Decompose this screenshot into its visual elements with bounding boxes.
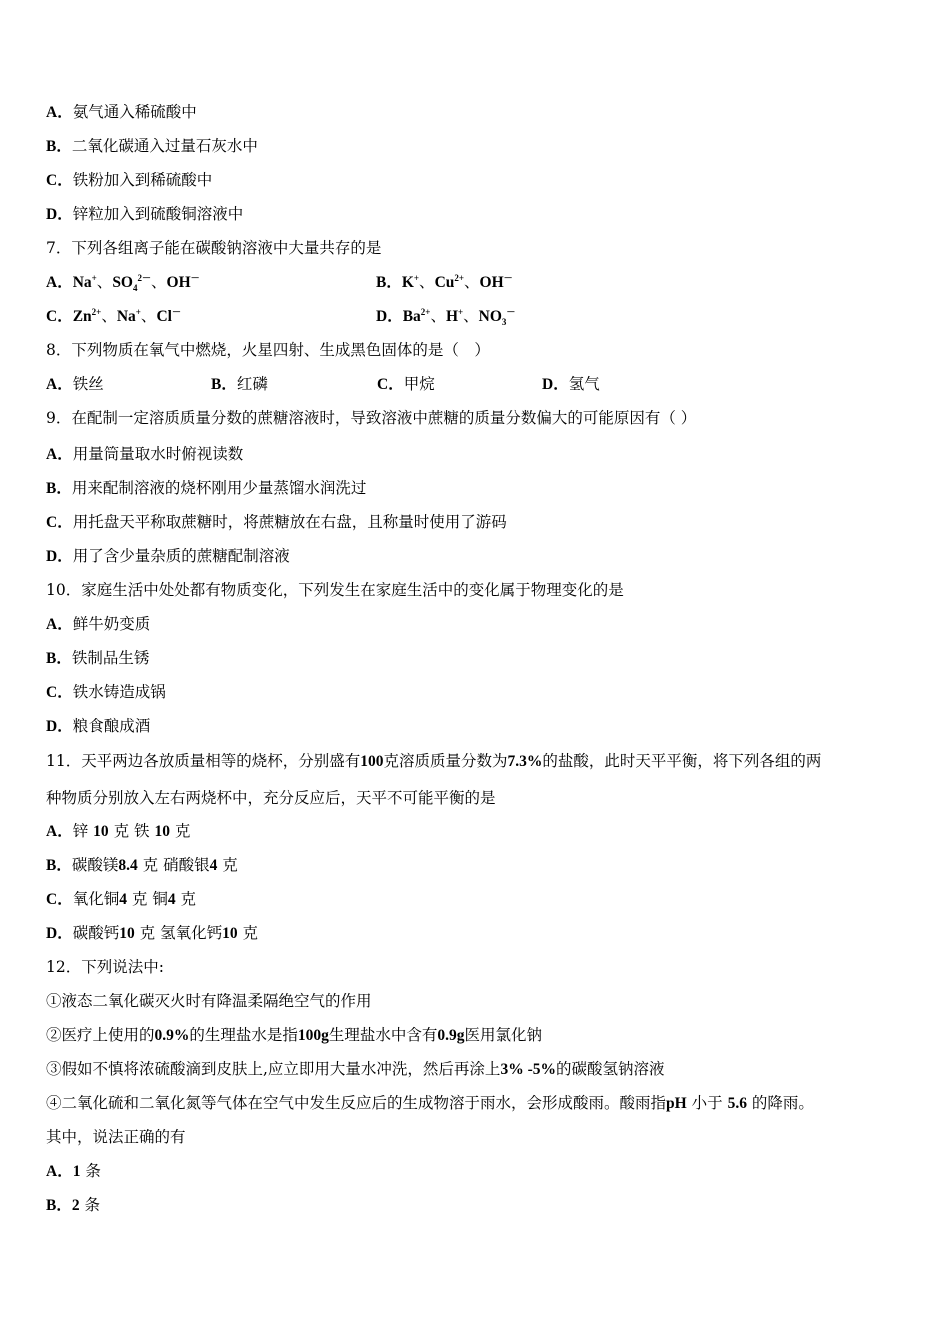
q12-tail: 其中，说法正确的有	[46, 1128, 186, 1146]
separator: 、	[96, 273, 113, 291]
option-label: C．	[46, 891, 73, 908]
option-text: 铁丝	[72, 375, 104, 393]
number: 100g	[297, 1027, 329, 1044]
option-text: 克	[174, 822, 191, 840]
q12-option-a	[46, 1161, 101, 1182]
q8-option-d	[542, 374, 600, 395]
number: 10	[154, 823, 170, 840]
ion-charge: 2+	[454, 272, 465, 283]
option-label: D．	[46, 206, 73, 223]
q12-statement-2	[46, 1025, 542, 1046]
statement-text: ②医疗上使用的	[46, 1026, 155, 1044]
option-text: 用了含少量杂质的蔗糖配制溶液	[72, 547, 290, 565]
q9-option-b	[46, 478, 366, 499]
option-label: C．	[46, 684, 73, 701]
q12-statement-3	[46, 1059, 665, 1080]
separator: 、	[430, 307, 446, 325]
q10-option-d	[46, 716, 150, 737]
separator: 、	[140, 307, 157, 325]
ion: Ba	[402, 308, 421, 325]
q6-option-b	[46, 136, 258, 157]
number: 10	[119, 925, 135, 942]
statement-text: 医用氯化钠	[464, 1026, 543, 1044]
ion: Na	[116, 308, 136, 325]
option-text: 克 硝酸银	[142, 856, 210, 874]
q8-option-c	[377, 374, 435, 395]
stem-text: 克溶质质量分数为	[383, 752, 508, 770]
separator: 、	[463, 307, 479, 325]
option-text: 铁制品生锈	[71, 649, 150, 667]
q12-statement-1: ①液态二氧化碳灭火时有降温柔隔绝空气的作用	[46, 992, 372, 1010]
option-label: C．	[46, 514, 73, 531]
statement-text: 的生理盐水是指	[189, 1026, 298, 1044]
option-label: B．	[46, 650, 72, 667]
statement-text: ③假如不慎将浓硫酸滴到皮肤上,应立即用大量水冲洗，然后再涂上	[46, 1060, 501, 1078]
option-text: 用量筒量取水时俯视读数	[72, 445, 244, 463]
ion-charge: 2+	[420, 306, 431, 317]
option-text: 碳酸镁	[71, 856, 119, 874]
ion: Na	[72, 274, 92, 291]
q11-option-d	[46, 923, 258, 944]
separator: 、	[419, 273, 435, 291]
option-label: B．	[46, 480, 72, 497]
ion: OH	[479, 274, 504, 291]
q7-option-c	[46, 306, 181, 327]
q7-option-b	[376, 272, 513, 293]
option-label: C．	[46, 308, 73, 325]
ion-charge: +	[135, 306, 141, 317]
separator: 、	[101, 307, 117, 325]
q6-option-d	[46, 204, 243, 225]
q6-option-c	[46, 170, 212, 191]
ion-subscript: 4	[133, 283, 138, 294]
option-label: A．	[46, 446, 73, 463]
ion-charge: －	[171, 306, 181, 317]
ion-charge: －	[506, 306, 516, 317]
q7-option-a	[46, 272, 200, 293]
option-text: 甲烷	[403, 375, 435, 393]
option-text: 克	[222, 856, 238, 874]
option-text: 锌	[72, 822, 89, 840]
ion-charge: －	[503, 272, 513, 283]
ion-subscript: 3	[501, 317, 507, 328]
option-label: A．	[46, 376, 73, 393]
separator: 、	[151, 273, 167, 291]
q10-option-a	[46, 614, 150, 635]
ion: K	[401, 274, 414, 291]
option-text: 条	[85, 1162, 101, 1180]
q6-option-a	[46, 102, 197, 123]
q8-stem: 8．下列物质在氧气中燃烧，火星四射、生成黑色固体的是（ ）	[46, 341, 490, 359]
separator: 、	[464, 273, 480, 291]
option-text: 条	[84, 1196, 101, 1214]
q11-option-b	[46, 855, 238, 876]
option-label: D．	[376, 308, 403, 325]
option-label: D．	[542, 376, 569, 393]
q9-option-a	[46, 444, 243, 465]
option-text: 氢气	[568, 375, 600, 393]
option-text: 碳酸钙	[72, 924, 120, 942]
ion-charge: +	[458, 306, 464, 317]
number: 0.9g	[437, 1027, 465, 1044]
ion-charge: －	[190, 272, 200, 283]
option-label: A．	[46, 1163, 73, 1180]
number: 8.4	[118, 857, 138, 874]
statement-text: ④二氧化硫和二氧化氮等气体在空气中发生反应后的生成物溶于雨水，会形成酸雨。酸雨指	[46, 1094, 667, 1112]
option-label: B．	[376, 274, 402, 291]
ion: H	[445, 308, 459, 325]
ion: NO	[478, 308, 502, 325]
option-label: D．	[46, 925, 73, 942]
q10-stem: 10．家庭生活中处处都有物质变化，下列发生在家庭生活中的变化属于物理变化的是	[46, 581, 624, 599]
option-text: 氨气通入稀硫酸中	[72, 103, 197, 121]
ion: Cl	[156, 308, 172, 325]
statement-text: 生理盐水中含有	[328, 1026, 438, 1044]
number: 1	[72, 1163, 81, 1180]
q11-stem-line1	[46, 751, 821, 772]
option-text: 二氧化碳通入过量石灰水中	[71, 137, 258, 155]
q9-stem: 9．在配制一定溶质质量分数的蔗糖溶液时，导致溶液中蔗糖的质量分数偏大的可能原因有（ ）	[46, 409, 697, 427]
q7-option-d	[376, 306, 515, 327]
option-label: B．	[46, 138, 72, 155]
option-text: 用来配制溶液的烧杯刚用少量蒸馏水润洗过	[71, 479, 367, 497]
option-label: B．	[46, 1197, 72, 1214]
option-label: B．	[211, 376, 237, 393]
q10-option-c	[46, 682, 166, 703]
option-text: 氧化铜	[72, 890, 120, 908]
q9-option-c	[46, 512, 507, 533]
ion: Zn	[72, 308, 92, 325]
ion: SO	[112, 274, 133, 291]
option-label: D．	[46, 718, 73, 735]
ion: OH	[166, 274, 191, 291]
option-text: 红磷	[236, 375, 268, 393]
q8-option-a	[46, 374, 104, 395]
q12-stem: 12．下列说法中:	[46, 958, 164, 976]
q7-stem: 7．下列各组离子能在碳酸钠溶液中大量共存的是	[46, 239, 382, 257]
option-label: A．	[46, 823, 73, 840]
number: 4	[209, 857, 218, 874]
number: 10	[93, 823, 109, 840]
option-label: C．	[46, 172, 73, 189]
ion-charge: 2－	[137, 272, 152, 283]
option-text: 克 铜	[131, 890, 168, 908]
stem-text: 11．天平两边各放质量相等的烧杯，分别盛有	[46, 752, 361, 770]
q9-option-d	[46, 546, 290, 567]
number: 2	[71, 1197, 80, 1214]
number: 10	[222, 925, 238, 942]
option-label: D．	[46, 548, 73, 565]
number: 7.3%	[507, 753, 543, 770]
number: 4	[167, 891, 176, 908]
number: pH	[666, 1095, 687, 1112]
option-text: 用托盘天平称取蔗糖时，将蔗糖放在右盘，且称量时使用了游码	[72, 513, 507, 531]
option-text: 克	[242, 924, 259, 942]
q11-option-a	[46, 821, 190, 842]
number: 3% -5%	[500, 1061, 556, 1078]
q11-option-c	[46, 889, 196, 910]
statement-text: 的碳酸氢钠溶液	[555, 1060, 665, 1078]
q12-option-b	[46, 1195, 100, 1216]
ion-charge: +	[413, 272, 420, 283]
statement-text: 小于	[691, 1094, 723, 1112]
option-text: 克 铁	[113, 822, 150, 840]
option-label: A．	[46, 274, 73, 291]
stem-text: 的盐酸，此时天平平衡，将下列各组的两	[542, 752, 822, 770]
number: 0.9%	[154, 1027, 190, 1044]
ion: Cu	[434, 274, 455, 291]
option-text: 鲜牛奶变质	[72, 615, 151, 633]
option-text: 克	[180, 890, 197, 908]
number: 4	[119, 891, 127, 908]
number: 100	[360, 753, 384, 770]
ion-charge: +	[91, 272, 97, 283]
option-label: B．	[46, 857, 72, 874]
option-label: A．	[46, 104, 73, 121]
option-text: 铁水铸造成锅	[72, 683, 166, 701]
number: 5.6	[727, 1095, 747, 1112]
q11-stem-line2: 种物质分别放入左右两烧杯中，充分反应后，天平不可能平衡的是	[46, 789, 496, 807]
option-text: 粮食酿成酒	[72, 717, 151, 735]
option-label: A．	[46, 616, 73, 633]
q12-statement-4	[46, 1093, 814, 1114]
option-text: 克 氢氧化钙	[139, 924, 223, 942]
q10-option-b	[46, 648, 149, 669]
option-text: 锌粒加入到硫酸铜溶液中	[72, 205, 244, 223]
option-label: C．	[377, 376, 404, 393]
statement-text: 的降雨。	[751, 1094, 814, 1112]
q8-option-b	[211, 374, 268, 395]
ion-charge: 2+	[91, 306, 102, 317]
option-text: 铁粉加入到稀硫酸中	[72, 171, 213, 189]
